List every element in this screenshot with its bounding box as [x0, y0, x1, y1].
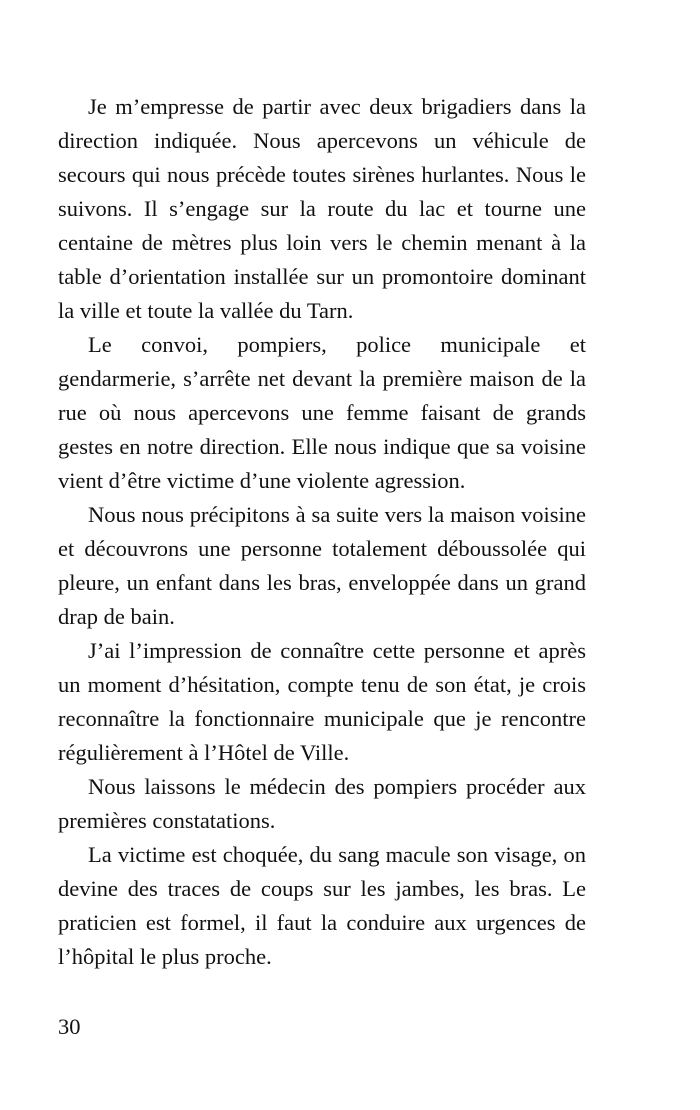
paragraph-5: Nous laissons le médecin des pompiers procéder aux premières constatations. [58, 774, 586, 833]
page-body [58, 90, 586, 974]
paragraph-6: La victime est choquée, du sang macule son visage, on devine des traces de coups sur les jambes, les bras. Le praticien est formel, il faut la conduire aux urgences de l’hôpital le plus proche. [58, 842, 586, 969]
page-number: 30 [58, 1014, 81, 1039]
paragraph-1: Je m’empresse de partir avec deux brigadiers dans la direction indiquée. Nous apercevons un véhicule de secours qui nous précède toutes sirènes hurlantes. Nous le suivons. Il s’engage sur la route du lac et tourne une centaine de mètres plus loin vers le chemin menant à la table d’orientation installée sur un promontoire dominant la ville et toute la vallée du Tarn. [58, 94, 586, 323]
paragraph-3: Nous nous précipitons à sa suite vers la maison voisine et découvrons une personne totalement déboussolée qui pleure, un enfant dans les bras, enveloppée dans un grand drap de bain. [58, 502, 586, 629]
paragraph-2: Le convoi, pompiers, police municipale et gendarmerie, s’arrête net devant la première maison de la rue où nous apercevons une femme faisant de grands gestes en notre direction. Elle nous indique que sa voisine vient d’être victime d’une violente agression. [58, 332, 586, 493]
paragraph-4: J’ai l’impression de connaître cette personne et après un moment d’hésitation, compte tenu de son état, je crois reconnaître la fonctionnaire municipale que je rencontre régulièrement à l’Hôtel de Ville. [58, 638, 586, 765]
